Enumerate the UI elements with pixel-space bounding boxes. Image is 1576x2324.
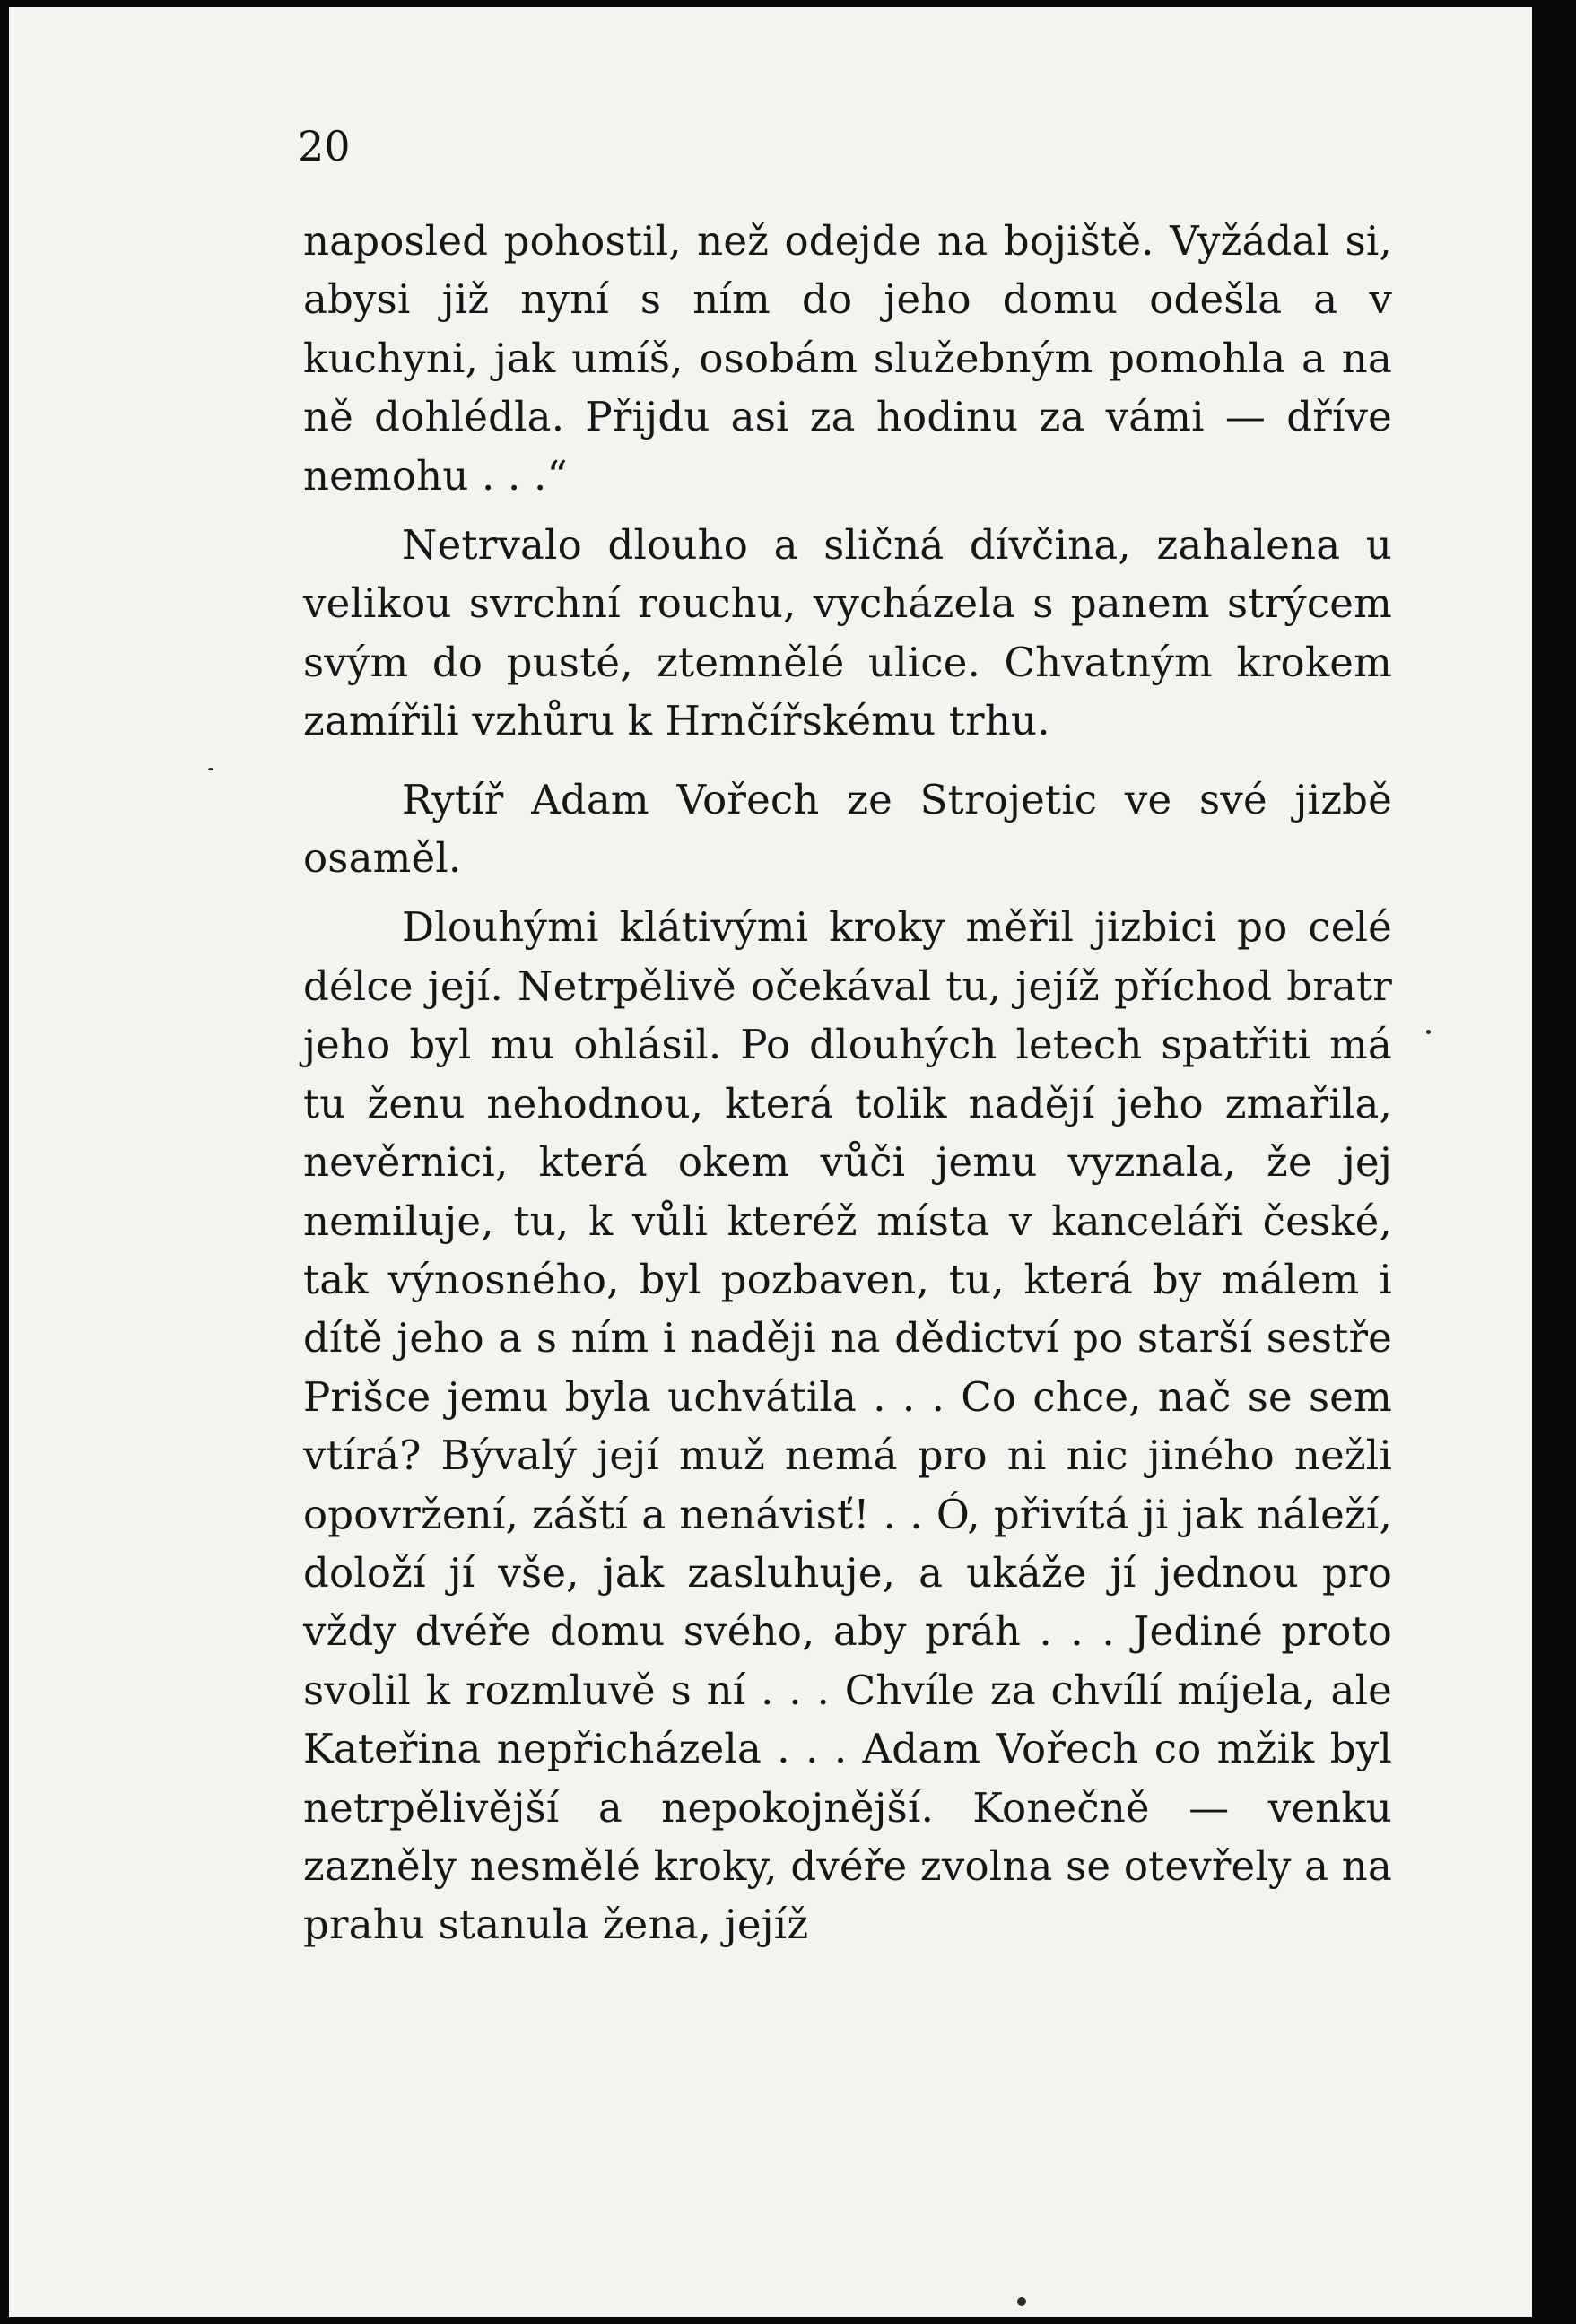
book-page: [9, 7, 1532, 2317]
paragraph: Netrvalo dlouho a sličná dívčina, zahalena u velikou svrchní rouchu, vycházela s panem strýcem svým do pusté, ztemnělé ulice. Chvatným krokem zamířili vzhůru k Hrnčířskému trhu.: [303, 521, 1392, 745]
page-number: 20: [298, 122, 351, 170]
paragraph-continued: naposled pohostil, než odejde na bojiště. Vyžádal si, abysi již nyní s ním do jeho domu odešla a v kuchyni, jak umíš, osobám služebným pomohla a na ně dohlédla. Přijdu asi za hodinu za vámi — dříve nemohu . . .“: [303, 217, 1392, 500]
body-text: [303, 212, 1392, 1954]
paragraph: Dlouhými klátivými kroky měřil jizbici po celé délce její. Netrpělivě očekával tu, jejíž příchod bratr jeho byl mu ohlásil. Po dlouhých letech spatřiti má tu ženu nehodnou, která tolik nadějí jeho zmařila, nevěrnici, která okem vůči jemu vyznala, že jej nemiluje, tu, k vůli kteréž místa v kanceláři české, tak výnosného, byl pozbaven, tu, která by málem i dítě jeho a s ním i naději na dědictví po starší sestře Prišce jemu byla uchvátila . . . Co chce, nač se sem vtírá? Bývalý její muž nemá pro ni nic jiného nežli opovržení, záští a nenávisť! . . Ó, přivítá ji jak náleží, doloží jí vše, jak zasluhuje, a ukáže jí jednou pro vždy dvéře domu svého, aby práh . . . Jediné proto svolil k rozmluvě s ní . . . Chvíle za chvílí míjela, ale Kateřina nepřicházela . . . Adam Vořech co mžik byl netrpělivější a nepokojnější. Konečně — venku zazněly nesmělé kroky, dvéře zvolna se otevřely a na prahu stanula žena, jejíž: [303, 903, 1392, 1949]
paragraph: Rytíř Adam Vořech ze Strojetic ve své jizbě osaměl.: [303, 775, 1392, 883]
